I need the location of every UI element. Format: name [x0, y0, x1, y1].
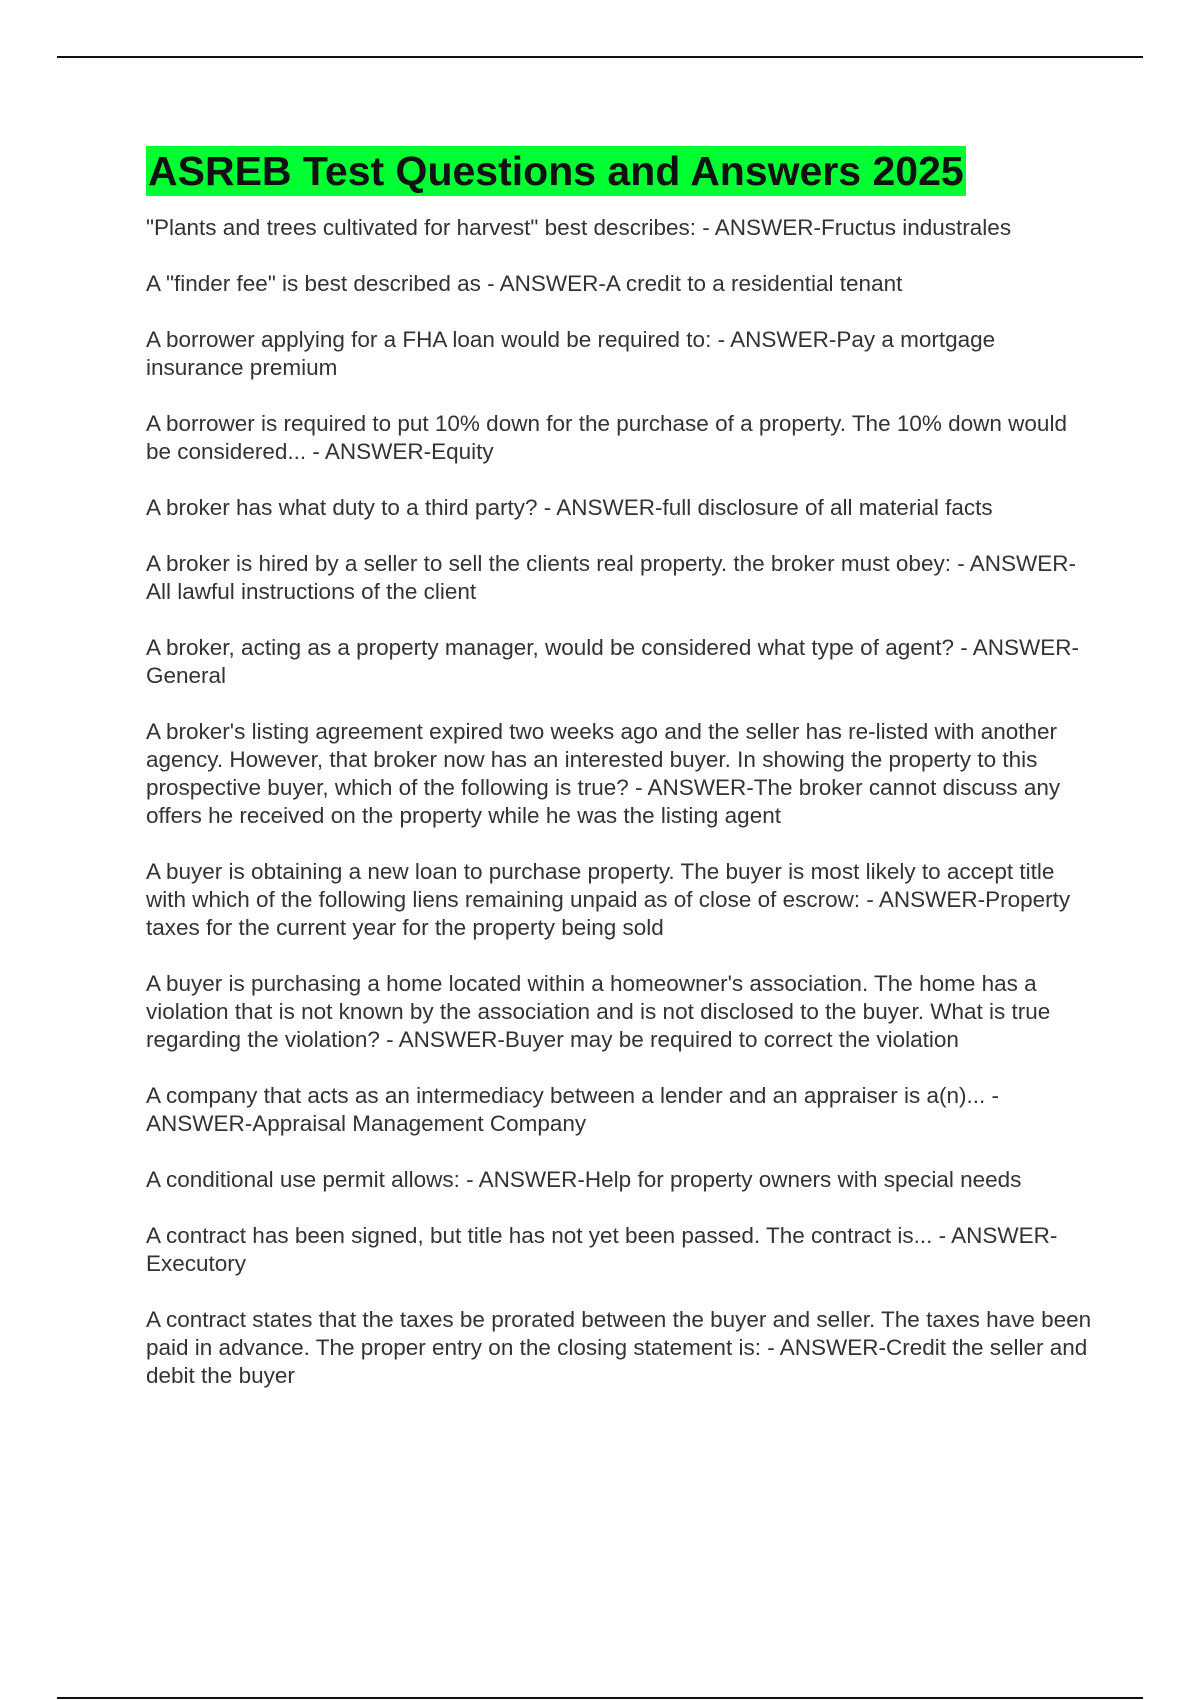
qa-item: A buyer is purchasing a home located within a homeowner's association. The home has a violation that is not known by the association and is not disclosed to the buyer. What is true regarding the violation? - ANSWER-Buyer may be required to correct the violation: [146, 971, 1051, 1052]
qa-item: "Plants and trees cultivated for harvest" best describes: - ANSWER-Fructus industrales: [146, 215, 1012, 240]
qa-item: A "finder fee" is best described as - ANSWER-A credit to a residential tenant: [146, 271, 903, 296]
qa-item: A contract states that the taxes be prorated between the buyer and seller. The taxes have been paid in advance. The proper entry on the closing statement is: - ANSWER-Credit the seller and debit the buyer: [146, 1307, 1092, 1388]
qa-item: A company that acts as an intermediacy between a lender and an appraiser is a(n)... - ANSWER-Appraisal Management Company: [146, 1083, 999, 1136]
qa-item: A conditional use permit allows: - ANSWER-Help for property owners with special needs: [146, 1167, 1022, 1192]
document-title: ASREB Test Questions and Answers 2025: [148, 148, 964, 194]
bottom-rule: [57, 1697, 1143, 1699]
qa-item: A broker is hired by a seller to sell the clients real property. the broker must obey: - ANSWER-All lawful instructions of the client: [146, 551, 1076, 604]
document-body: [146, 146, 1096, 1418]
qa-item: A borrower applying for a FHA loan would be required to: - ANSWER-Pay a mortgage insurance premium: [146, 327, 996, 380]
qa-item: A broker's listing agreement expired two weeks ago and the seller has re-listed with another agency. However, that broker now has an interested buyer. In showing the property to this prospective buyer, which of the following is true? - ANSWER-The broker cannot discuss any offers he received on the property while he was the listing agent: [146, 719, 1061, 828]
qa-item: A buyer is obtaining a new loan to purchase property. The buyer is most likely to accept title with which of the following liens remaining unpaid as of close of escrow: - ANSWER-Property taxes for the current year for the property being sold: [146, 859, 1071, 940]
qa-item: A contract has been signed, but title has not yet been passed. The contract is... - ANSWER-Executory: [146, 1223, 1058, 1276]
qa-list: [146, 214, 1096, 1390]
qa-item: A broker has what duty to a third party? - ANSWER-full disclosure of all material facts: [146, 495, 993, 520]
top-rule: [57, 56, 1143, 58]
qa-item: A broker, acting as a property manager, would be considered what type of agent? - ANSWER-General: [146, 635, 1080, 688]
qa-item: A borrower is required to put 10% down for the purchase of a property. The 10% down would be considered... - ANSWER-Equity: [146, 411, 1067, 464]
